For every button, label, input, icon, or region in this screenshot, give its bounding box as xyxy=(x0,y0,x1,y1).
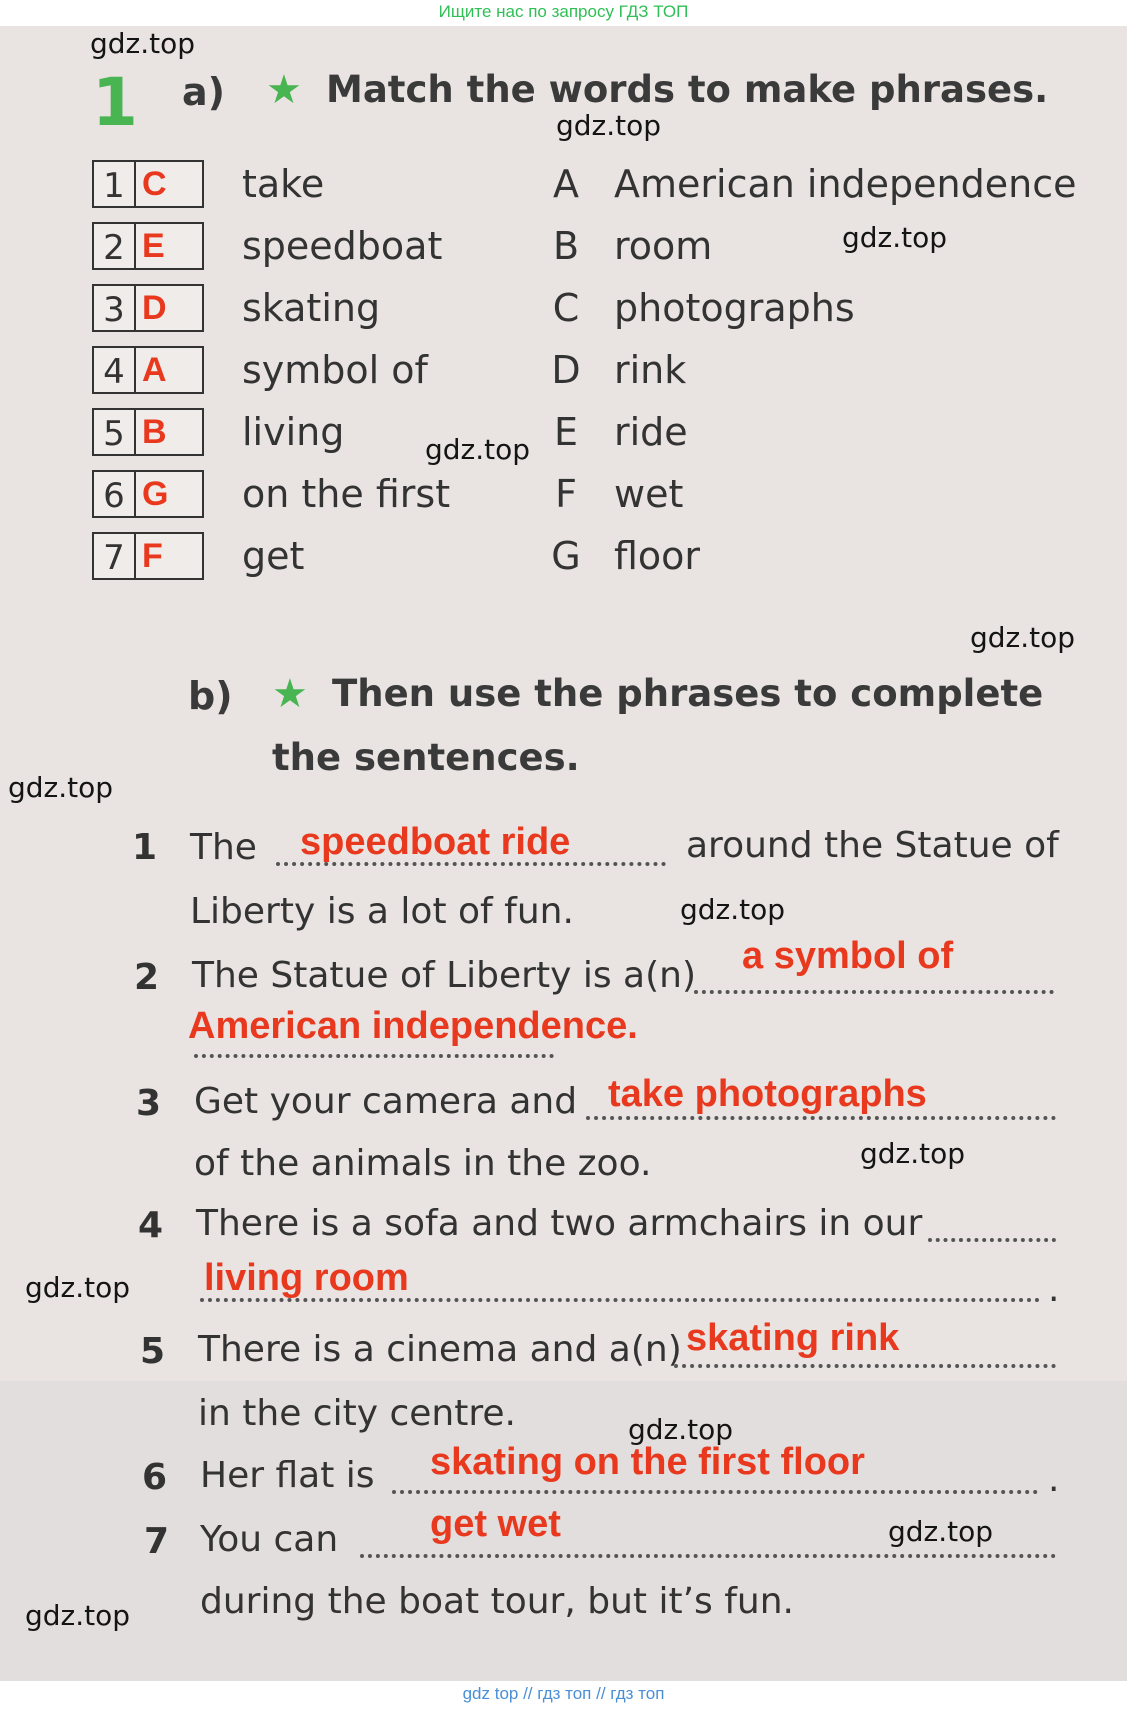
option-letter: B xyxy=(552,224,580,268)
handwritten-answer: get wet xyxy=(430,1503,561,1545)
sentence-number: 2 xyxy=(134,957,160,998)
box-divider xyxy=(134,286,136,330)
sentence-text: of the animals in the zoo. xyxy=(194,1143,652,1184)
match-row xyxy=(0,220,1127,276)
watermark: gdz.top xyxy=(425,433,531,466)
sentence-text: There is a sofa and two armchairs in our xyxy=(196,1203,923,1244)
left-word: on the first xyxy=(242,472,451,516)
sentence-number: 1 xyxy=(132,827,158,868)
answer-line[interactable] xyxy=(392,1490,1038,1494)
answer-line[interactable] xyxy=(360,1554,1056,1558)
watermark: gdz.top xyxy=(888,1515,994,1548)
handwritten-answer: speedboat ride xyxy=(300,821,571,863)
row-number: 2 xyxy=(103,228,125,268)
box-divider xyxy=(134,348,136,392)
left-word: skating xyxy=(242,286,381,330)
sentence-text: The Statue of Liberty is a(n) xyxy=(192,955,696,996)
star-icon: ★ xyxy=(272,671,308,717)
handwritten-answer: skating on the first floor xyxy=(430,1441,865,1483)
sentence-number: 3 xyxy=(136,1083,162,1124)
option-letter: F xyxy=(555,472,577,516)
answer-box[interactable] xyxy=(92,222,204,270)
right-phrase: photographs xyxy=(614,286,855,330)
answer-line[interactable] xyxy=(194,1054,554,1058)
left-word: take xyxy=(242,162,325,206)
match-answer: A xyxy=(142,351,167,389)
watermark: gdz.top xyxy=(970,621,1076,654)
watermark: gdz.top xyxy=(25,1599,131,1632)
watermark: gdz.top xyxy=(25,1271,131,1304)
match-row xyxy=(0,344,1127,400)
right-phrase: rink xyxy=(614,348,687,392)
watermark: gdz.top xyxy=(842,221,948,254)
answer-box[interactable] xyxy=(92,532,204,580)
box-divider xyxy=(134,162,136,206)
handwritten-answer: American independence. xyxy=(188,1005,638,1047)
sentence-text: Liberty is a lot of fun. xyxy=(190,891,574,932)
match-answer: D xyxy=(142,289,167,327)
row-number: 6 xyxy=(103,476,125,516)
row-number: 7 xyxy=(103,538,125,578)
handwritten-answer: living room xyxy=(204,1257,409,1299)
handwritten-answer: skating rink xyxy=(686,1317,900,1359)
sentence-text: The xyxy=(190,827,257,868)
handwritten-answer: take photographs xyxy=(608,1073,927,1115)
sentence-end: . xyxy=(1048,1459,1060,1500)
match-row xyxy=(0,282,1127,338)
box-divider xyxy=(134,410,136,454)
left-word: speedboat xyxy=(242,224,443,268)
left-word: living xyxy=(242,410,345,454)
textbook-page xyxy=(0,26,1127,1681)
left-word: symbol of xyxy=(242,348,428,392)
sentence-end: . xyxy=(1048,1269,1060,1310)
answer-box[interactable] xyxy=(92,470,204,518)
option-letter: G xyxy=(551,534,581,578)
exercise-number: 1 xyxy=(92,64,138,141)
watermark: gdz.top xyxy=(680,893,786,926)
answer-box[interactable] xyxy=(92,346,204,394)
watermark: gdz.top xyxy=(8,771,114,804)
sentence-number: 7 xyxy=(144,1521,170,1562)
sentence-text: You can xyxy=(200,1519,339,1560)
sentence-number: 5 xyxy=(140,1331,166,1372)
watermark: gdz.top xyxy=(860,1137,966,1170)
star-icon: ★ xyxy=(266,67,302,113)
watermark: gdz.top xyxy=(90,27,196,60)
match-row xyxy=(0,530,1127,586)
answer-line[interactable] xyxy=(674,1364,1056,1368)
row-number: 5 xyxy=(103,414,125,454)
sentence-text: in the city centre. xyxy=(198,1393,516,1434)
option-letter: D xyxy=(551,348,581,392)
sentence-number: 6 xyxy=(142,1457,168,1498)
match-answer: G xyxy=(142,475,169,513)
row-number: 1 xyxy=(103,166,125,206)
right-phrase: room xyxy=(614,224,713,268)
option-letter: A xyxy=(553,162,579,206)
top-banner: Ищите нас по запросу ГДЗ ТОП xyxy=(438,2,689,21)
sentence-text: Her flat is xyxy=(200,1455,375,1496)
match-row xyxy=(0,406,1127,462)
answer-box[interactable] xyxy=(92,284,204,332)
bottom-footer: gdz top // гдз топ // гдз топ xyxy=(462,1684,665,1703)
sentence-text: Get your camera and xyxy=(194,1081,578,1122)
box-divider xyxy=(134,472,136,516)
match-answer: E xyxy=(142,227,165,265)
row-number: 4 xyxy=(103,352,125,392)
sentence-number: 4 xyxy=(138,1205,164,1246)
left-word: get xyxy=(242,534,305,578)
part-b-heading-line2: the sentences. xyxy=(272,736,580,779)
part-a-heading: Match the words to make phrases. xyxy=(326,68,1049,111)
right-phrase: wet xyxy=(614,472,684,516)
answer-box[interactable] xyxy=(92,408,204,456)
handwritten-answer: a symbol of xyxy=(742,935,954,977)
match-answer: F xyxy=(142,537,163,575)
watermark: gdz.top xyxy=(628,1413,734,1446)
match-answer: B xyxy=(142,413,167,451)
right-phrase: ride xyxy=(614,410,688,454)
answer-box[interactable] xyxy=(92,160,204,208)
match-row xyxy=(0,468,1127,524)
right-phrase: floor xyxy=(614,534,701,578)
sentence-text: There is a cinema and a(n) xyxy=(198,1329,682,1370)
sentence-text: around the Statue of xyxy=(686,825,1059,866)
option-letter: C xyxy=(552,286,580,330)
part-b-label: b) xyxy=(188,674,233,718)
match-answer: C xyxy=(142,165,167,203)
part-b-heading: Then use the phrases to complete xyxy=(332,672,1044,715)
box-divider xyxy=(134,534,136,578)
row-number: 3 xyxy=(103,290,125,330)
match-row xyxy=(0,158,1127,214)
watermark: gdz.top xyxy=(556,109,662,142)
right-phrase: American independence xyxy=(614,162,1077,206)
sentence-text: during the boat tour, but it’s fun. xyxy=(200,1581,794,1622)
part-a-label: a) xyxy=(182,70,226,114)
option-letter: E xyxy=(553,410,578,454)
answer-line[interactable] xyxy=(928,1238,1056,1242)
box-divider xyxy=(134,224,136,268)
answer-line[interactable] xyxy=(694,990,1054,994)
answer-line[interactable] xyxy=(586,1116,1056,1120)
